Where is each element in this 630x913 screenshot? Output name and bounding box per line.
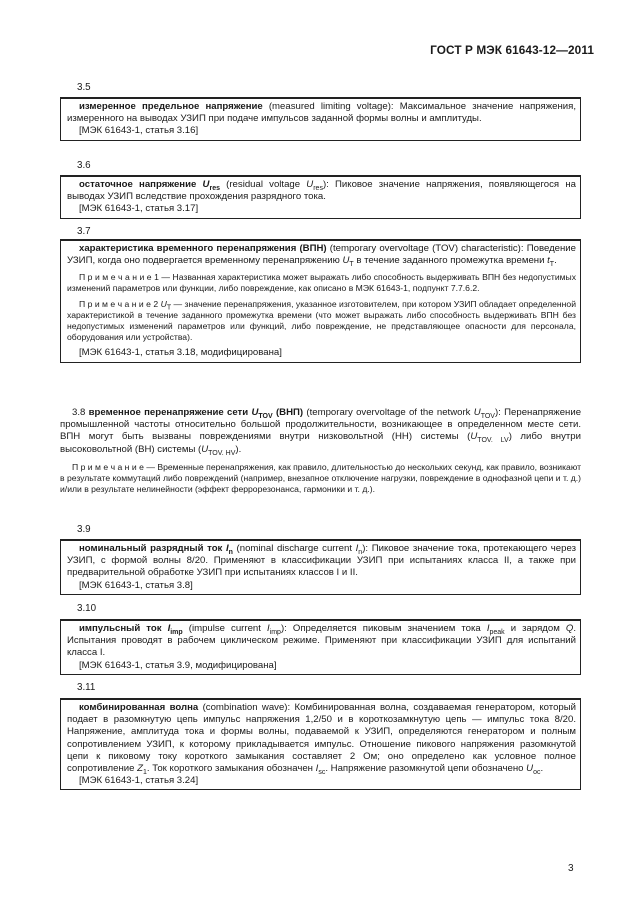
definition-body: в течение заданного промежутка времени (356, 255, 545, 267)
definition-body: Поведение УЗИП, когда оно подвергается временному перенапряжению (67, 243, 576, 267)
symbol: t (547, 255, 550, 267)
symbol-sub: TOV (480, 412, 495, 420)
symbol-sub: TOV. HV (208, 449, 236, 457)
note (67, 272, 576, 294)
term: остаточное напряжение (79, 179, 197, 190)
term-english-end: ): (280, 623, 287, 634)
definition-text (60, 407, 581, 456)
definition-box (60, 698, 581, 790)
term: комбинированная волна (79, 702, 199, 713)
note-label: П р и м е ч а н и е 2 (79, 299, 159, 310)
term-english: (impulse current (188, 623, 261, 634)
term-english: (temporary overvoltage of the network (306, 407, 471, 418)
symbol: I (266, 623, 270, 634)
definition-body: . Испытания проводят в рабочем циклическом режиме. Применяют при классификации УЗИП для испытаний класса I. (67, 623, 577, 659)
term: (ВНП) (275, 407, 304, 418)
term-english: (combination wave): (202, 702, 291, 713)
symbol-sub: n (228, 548, 233, 556)
definition-body: Пиковое значение тока, протекающего через УЗИП, с формой волны 8/20. Применяют в классификации УЗИП при испытаниях класса II, а также при предварительной обработке УЗИП при испытаниях классов I и II. (67, 543, 576, 579)
symbol: U (251, 407, 259, 418)
symbol-sub: imp (269, 628, 281, 636)
reference: [МЭК 61643-1, статья 3.16] (79, 125, 199, 137)
term: характеристика временного перенапряжения (ВПН) (79, 243, 327, 254)
definition-text (67, 101, 576, 125)
symbol-sub: TOV. LV (477, 437, 509, 445)
definition-text: характеристика временного перенапряжения (ВПН) (temporary overvoltage (TOV) characteristic): Поведение УЗИП, когда оно подвергается временному перенапряжению $U_T$ в течение заданного промежутка времени $t_T$. (67, 243, 576, 269)
note-text: — Временные перенапряжения, как правило, длительностью до нескольких секунд, как правило, возникают в результате коммутаций либо повреждений (например, внезапное отключение нагрузки, повреждение в однофазной цепи и т. д.) и/или в результате нелинейности (эффект феррорезонанса, гармоники и т. д.). (60, 461, 582, 494)
symbol-sub: T (166, 305, 172, 313)
document-header: ГОСТ Р МЭК 61643-12—2011 (430, 43, 594, 57)
definition-box (60, 97, 581, 141)
symbol-sub: sc (318, 768, 326, 776)
symbol-sub: peak (489, 628, 505, 636)
symbol: I (355, 543, 359, 554)
section-number: 3.8 (72, 407, 86, 418)
term-english: (temporary overvoltage (TOV) characteristic): (329, 243, 524, 254)
definition-body: Пиковое значение напряжения, появляющегося на выводах УЗИП вследствие прохождения разрядного тока. (67, 179, 576, 203)
section-number: 3.5 (77, 82, 91, 93)
symbol: I (167, 623, 171, 634)
note-label: П р и м е ч а н и е 1 (79, 272, 159, 283)
reference: [МЭК 61643-1, статья 3.18, модифицирована] (79, 347, 282, 359)
definition-body: ) либо внутри высоковольтной (ВН) системы ( (60, 431, 581, 455)
symbol: I (225, 543, 229, 554)
note (60, 462, 581, 495)
reference: [МЭК 61643-1, статья 3.24] (79, 775, 199, 787)
symbol: U (342, 255, 350, 267)
section-number: 3.7 (77, 226, 91, 237)
definition-body: Максимальное значение напряжения, измеренного на выводах УЗИП при подаче импульсов заданной формы волны и амплитуды. (67, 101, 576, 125)
note (67, 299, 576, 343)
term: номинальный разрядный ток (79, 543, 223, 554)
term-english-end: ): (362, 543, 369, 554)
definition-text (67, 179, 576, 203)
symbol: U (202, 179, 210, 190)
definition-text (67, 623, 576, 660)
definition-body: Определяется пиковым значением тока (292, 623, 481, 634)
definition-body: . Напряжение разомкнутой цепи обозначено (325, 763, 524, 775)
definition-body: . (540, 763, 544, 775)
symbol: U (526, 763, 534, 775)
symbol: Q (565, 623, 574, 634)
term: импульсный ток (79, 623, 162, 634)
symbol: I (486, 623, 490, 634)
term-english: (measured limiting voltage): (268, 101, 394, 112)
symbol-sub: TOV (258, 412, 273, 420)
symbol-sub: T (349, 261, 354, 269)
symbol: Z (137, 763, 143, 775)
symbol-sub: oc (533, 768, 541, 776)
note-label: П р и м е ч а н и е (72, 461, 144, 472)
definition-box (60, 175, 581, 219)
definition-body: и зарядом (510, 623, 560, 634)
reference: [МЭК 61643-1, статья 3.8] (79, 579, 193, 591)
reference: [МЭК 61643-1, статья 3.9, модифицирована] (79, 659, 277, 671)
term-english-end: ): (494, 407, 501, 418)
symbol-sub: 1 (143, 768, 147, 776)
symbol: U (473, 407, 481, 418)
definition-text (67, 702, 576, 775)
symbol-sub: res (313, 184, 323, 192)
term-english: (nominal discharge current (236, 543, 353, 554)
section-number: 3.10 (77, 603, 97, 614)
page-number: 3 (568, 863, 574, 874)
reference: [МЭК 61643-1, статья 3.17] (79, 203, 199, 215)
symbol: U (160, 299, 167, 310)
note-text: — значение перенапряжения, указанное изготовителем, при котором УЗИП обладает определенной характеристикой в течение заданного промежутка времени (что может выражать либо способность выдерживать ВПН без недопустимых изменений параметров или функций, либо повреждение, не представляющее опасности для персонала, оборудования или устройства). (67, 299, 576, 343)
note-text: — Названная характеристика может выражать либо способность выдерживать ВПН без недопустимых изменений параметров или функции, либо повреждение, как описано в МЭК 61643-1, подпункт 7.7.6.2. (67, 272, 577, 294)
definition-body: ). (235, 443, 242, 455)
term-english: (residual voltage (226, 179, 301, 190)
definition-body: Перенапряжение промышленной частоты относительно большой продолжительности, возникающее в определенном месте сети. ВПН могут быть вызваны повреждениями внутри низковольтной (НН) системы ( (60, 407, 582, 443)
definition-text (67, 543, 576, 580)
symbol-sub: n (358, 548, 363, 556)
symbol: U (306, 179, 314, 190)
section-number: 3.6 (77, 160, 91, 171)
definition-box (60, 619, 581, 675)
definition-body: . Ток короткого замыкания обозначен (146, 763, 313, 775)
term: измеренное предельное напряжение (79, 101, 263, 112)
definition-box (60, 239, 581, 363)
symbol: U (470, 431, 478, 443)
section-number: 3.11 (77, 682, 96, 693)
symbol: I (315, 763, 319, 775)
definition-box (60, 539, 581, 595)
term: временное перенапряжение сети (88, 407, 249, 418)
symbol: U (201, 443, 209, 455)
definition-plain (60, 407, 581, 495)
definition-body: Комбинированная волна, создаваемая генератором, который подает в разомкнутую цепь импульс напряжения 1,2/50 и в короткозамкнутую цепь — импульс тока 8/20. Напряжение, амплитуда тока и формы волны, подаваемой к УЗИП, определяются генератором и полным сопротивлением УЗИП, к которому прикладывается импульс. Отношение пикового напряжения разомкнутой цепи к пиковому току короткого замыкания составляет 2 Ом; оно определено как условное полное сопротивление (67, 702, 576, 775)
section-number: 3.9 (77, 524, 91, 535)
symbol-sub: res (209, 184, 220, 192)
term-english-end: ): (322, 179, 329, 190)
symbol-sub: imp (170, 628, 183, 636)
symbol-sub: T (549, 261, 555, 269)
